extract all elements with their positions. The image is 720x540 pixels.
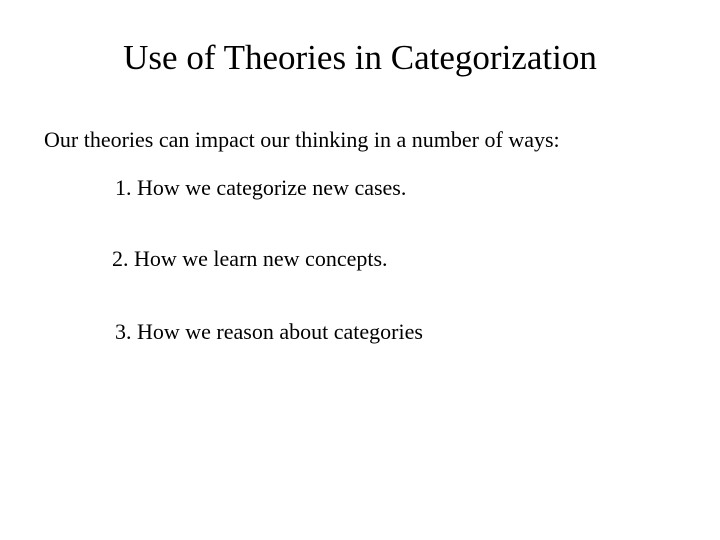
list-item: 3. How we reason about categories bbox=[115, 319, 423, 344]
slide-title: Use of Theories in Categorization bbox=[123, 38, 597, 77]
list-item: 1. How we categorize new cases. bbox=[115, 175, 407, 200]
intro-text: Our theories can impact our thinking in a number of ways: bbox=[44, 127, 560, 152]
list-item: 2. How we learn new concepts. bbox=[112, 246, 388, 271]
